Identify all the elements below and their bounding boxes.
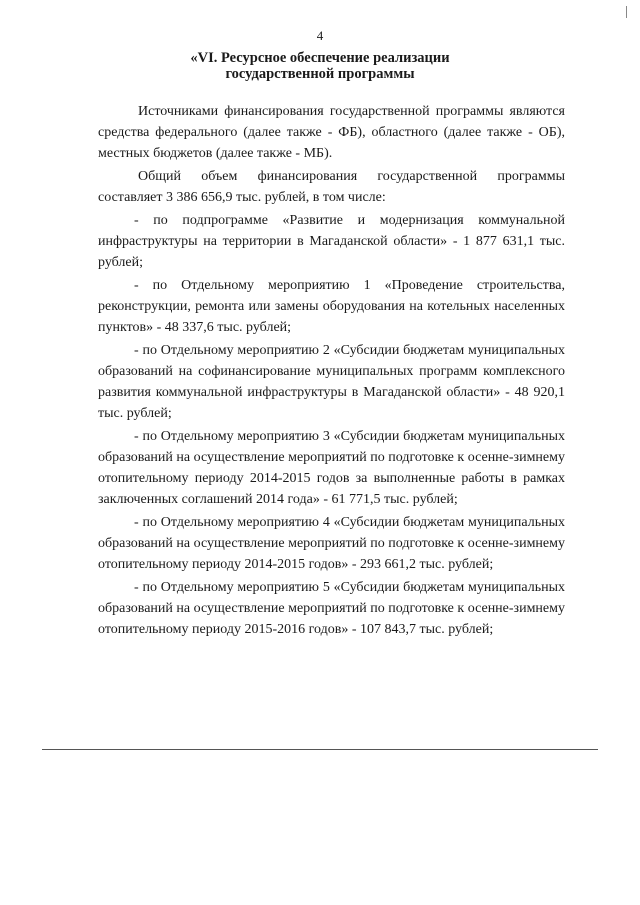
list-item-measure-4: - по Отдельному мероприятию 4 «Субсидии бюджетам муниципальных образований на осуществление мероприятий по подготовке к осенне-зимнему отопительному периоду 2014-2015 годов» - 293 661,2 тыс. рублей; [98,515,565,572]
document-body [98,101,565,642]
page-divider [42,749,598,750]
scan-mark [626,6,627,18]
list-item-measure-5: - по Отдельному мероприятию 5 «Субсидии бюджетам муниципальных образований на осуществление мероприятий по подготовке к осенне-зимнему отопительному периоду 2015-2016 годов» - 107 843,7 тыс. рублей; [98,580,565,637]
list-item-measure-2: - по Отдельному мероприятию 2 «Субсидии бюджетам муниципальных образований на софинансирование муниципальных программ комплексного развития коммунальной инфраструктуры в Магаданской области» - 48 920,1 тыс. рублей; [98,343,565,421]
paragraph-total-volume: Общий объем финансирования государственной программы составляет 3 386 656,9 тыс. рублей, в том числе: [98,169,565,205]
section-heading-line-2: государственной программы [225,66,415,82]
section-heading-line-1: «VI. Ресурсное обеспечение реализации [190,50,450,66]
page-number: 4 [316,28,324,43]
list-item-measure-1: - по Отдельному мероприятию 1 «Проведение строительства, реконструкции, ремонта или замены оборудования на котельных населенных пунктов» - 48 337,6 тыс. рублей; [98,278,565,335]
section-heading [0,50,640,82]
paragraph-funding-sources: Источниками финансирования государственной программы являются средства федерального (далее также - ФБ), областного (далее также - ОБ), местных бюджетов (далее также - МБ). [98,104,565,161]
list-item-subprogram: - по подпрограмме «Развитие и модернизация коммунальной инфраструктуры на территории в Магаданской области» - 1 877 631,1 тыс. рублей; [98,213,565,270]
list-item-measure-3: - по Отдельному мероприятию 3 «Субсидии бюджетам муниципальных образований на осуществление мероприятий по подготовке к осенне-зимнему отопительному периоду 2014-2015 годов за выполненные работы в рамках заключенных соглашений 2014 года» - 61 771,5 тыс. рублей; [98,429,565,507]
